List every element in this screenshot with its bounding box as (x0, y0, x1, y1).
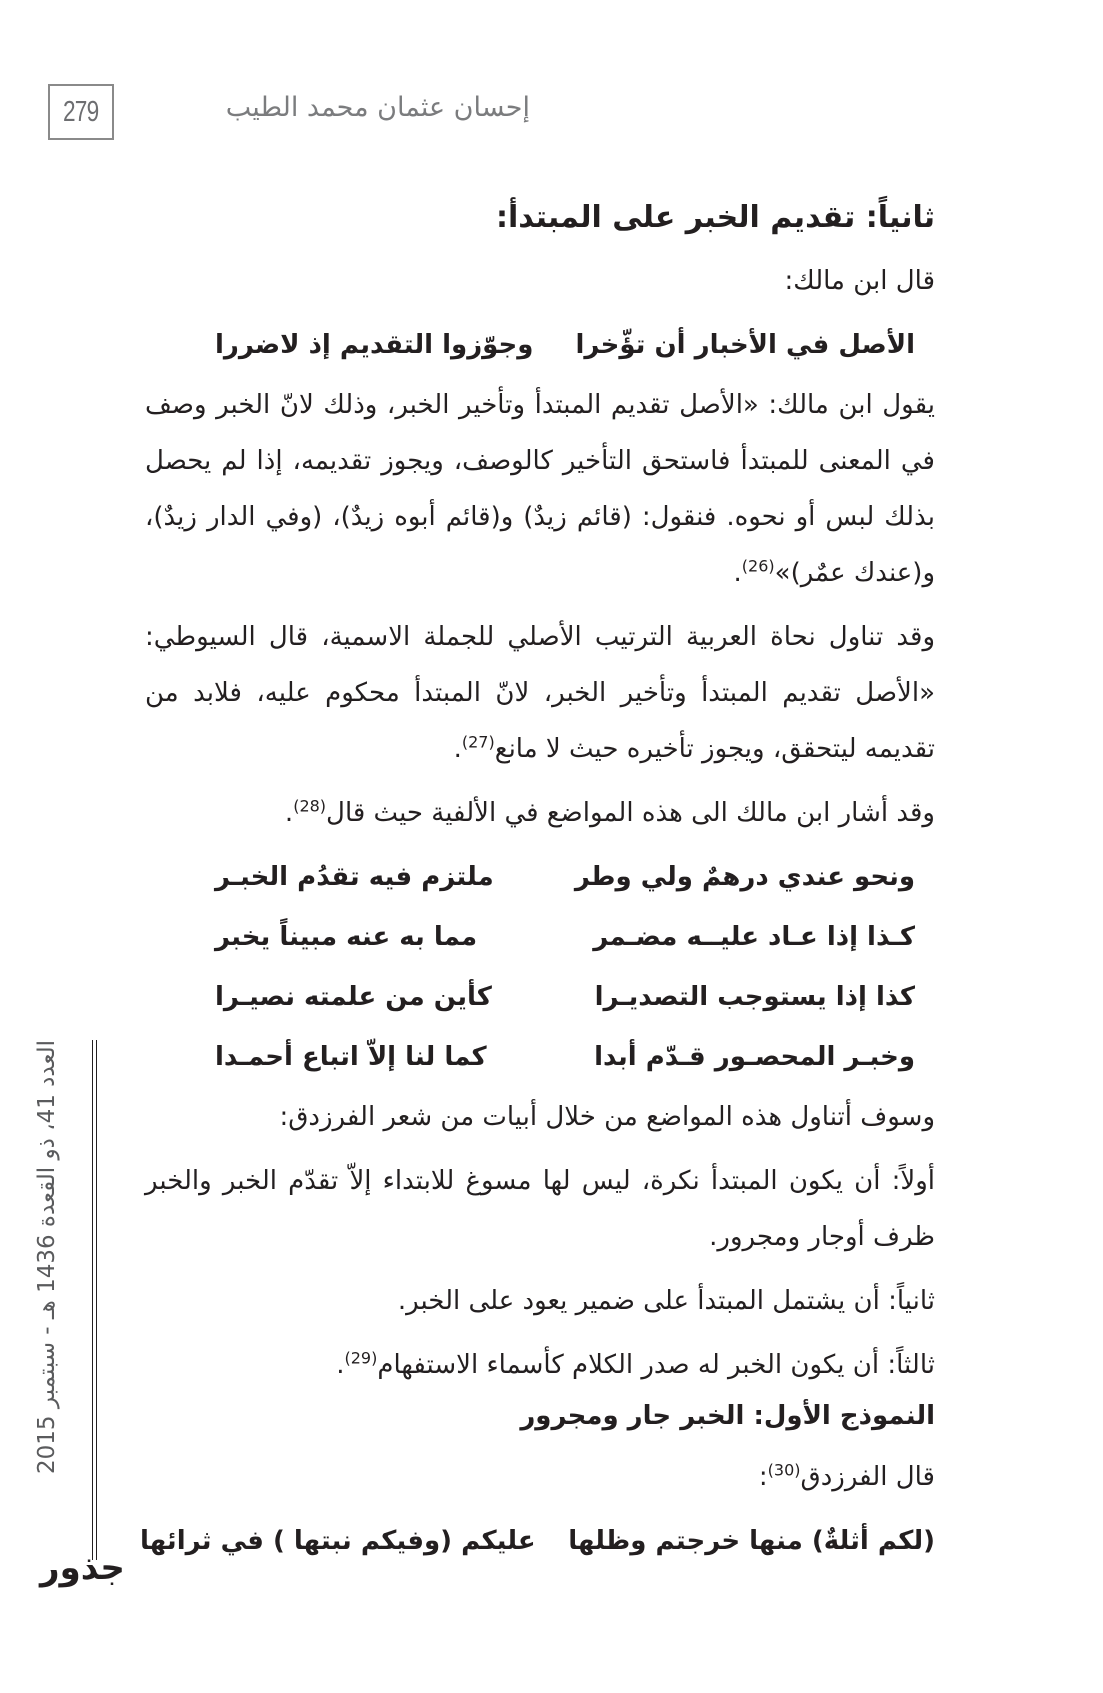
verse-hemistich-right: كذا إذا يستوجب التصديـرا (594, 982, 915, 1012)
verse-line (145, 909, 935, 965)
paragraph-point: أولاً: أن يكون المبتدأ نكرة، ليس لها مسوغ للابتداء إلاّ تقدّم الخبر والخبر ظرف أوجار ومجرور. (145, 1166, 935, 1252)
page-number: 279 (63, 95, 99, 128)
issue-vertical-label: العدد 41، ذو القعدة 1436 هـ - سبتمبر 2015 (34, 1040, 60, 1474)
verse-hemistich-right: (لكم أثلةٌ) منها خرجتم وظلها (568, 1526, 935, 1556)
verse-hemistich-left: مما به عنه مبيناً يخبر (215, 922, 478, 952)
verse-line (145, 969, 935, 1025)
paragraph: وقد تناول نحاة العربية الترتيب الأصلي للجملة الاسمية، قال السيوطي: «الأصل تقديم المبتدأ وتأخير الخبر، لانّ المبتدأ محكوم عليه، فلابد من تقديمه ليتحقق، ويجوز تأخيره حيث لا مانع$^{(27)}$. (145, 622, 935, 764)
verse-line (145, 317, 935, 373)
verse-hemistich-right: وخبـر المحصـور قـدّم أبدا (594, 1042, 915, 1072)
footnote-ref[interactable]: (29) (344, 1348, 378, 1368)
section-heading: ثانياً: تقديم الخبر على المبتدأ: (496, 200, 935, 235)
paragraph-point: ثالثاً: أن يكون الخبر له صدر الكلام كأسماء الاستفهام$^{(29)}$. (336, 1348, 935, 1380)
paragraph-point: ثانياً: أن يشتمل المبتدأ على ضمير يعود على الخبر. (397, 1286, 935, 1316)
paragraph: وسوف أتناول هذه المواضع من خلال أبيات من شعر الفرزدق: (279, 1102, 935, 1132)
intro-line: قال ابن مالك: (784, 266, 935, 296)
page-number-box (48, 84, 114, 140)
side-rule (92, 1040, 97, 1560)
verse-hemistich-left: كأين من علمته نصيـرا (215, 982, 492, 1012)
verse-hemistich-right: ونحو عندي درهمٌ ولي وطر (574, 862, 915, 892)
footnote-ref[interactable]: (27) (461, 732, 495, 752)
paragraph: يقول ابن مالك: «الأصل تقديم المبتدأ وتأخير الخبر، وذلك لانّ الخبر وصف في المعنى للمبتدأ فاستحق التأخير كالوصف، ويجوز تقديمه، إذا لم يحصل بذلك لبس أو نحوه. فنقول: (قائم زيدٌ) و(قائم أبوه زيدٌ)، (وفي الدار زيدٌ)، و(عندك عمٌر)»$^{(26)}$. (145, 390, 935, 588)
verse-line (140, 1513, 935, 1569)
footnote-ref[interactable]: (26) (741, 556, 775, 576)
model-heading: النموذج الأول: الخبر جار ومجرور (520, 1401, 935, 1431)
verse-hemistich-left: ملتزم فيه تقدُم الخبـر (215, 862, 494, 892)
verse-line (145, 849, 935, 905)
verse-hemistich-left: عليكم (وفيكم نبتها ) في ثرائها (140, 1526, 536, 1556)
footnote-ref[interactable]: (28) (293, 796, 327, 816)
paragraph: وقد أشار ابن مالك الى هذه المواضع في الألفية حيث قال$^{(28)}$. (284, 796, 935, 828)
poet-line: قال الفرزدق$^{(30)}$: (758, 1460, 935, 1492)
verse-hemistich-right: الأصل في الأخبار أن تؤّخرا (575, 330, 915, 360)
verse-hemistich-right: كـذا إذا عـاد عليــه مضـمر (593, 922, 915, 952)
verse-hemistich-left: وجوّزوا التقديم إذ لاضررا (215, 330, 534, 360)
journal-logo: جذور (40, 1548, 125, 1588)
verse-line (145, 1029, 935, 1085)
page-body (140, 200, 935, 1573)
running-header-author: إحسان عثمان محمد الطيب (225, 92, 530, 123)
footnote-ref[interactable]: (30) (767, 1460, 801, 1480)
verse-hemistich-left: كما لنا إلاّ اتباع أحمـدا (215, 1042, 487, 1072)
